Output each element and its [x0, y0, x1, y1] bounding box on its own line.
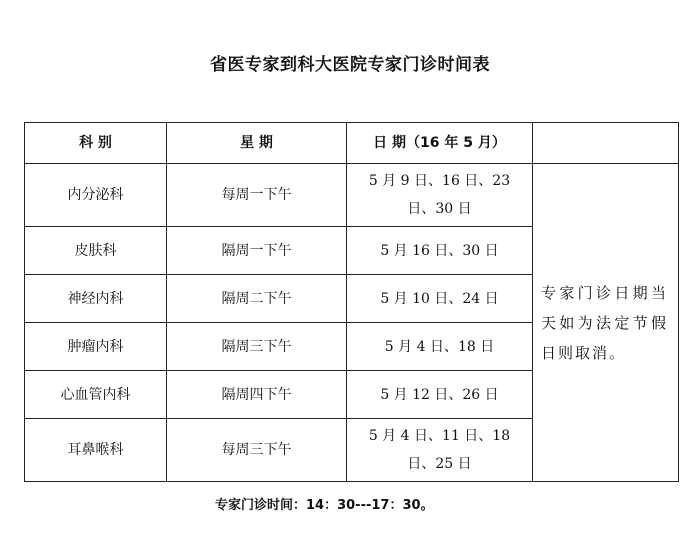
page-title: 省医专家到科大医院专家门诊时间表 [210, 55, 490, 75]
cell-date: 5 月 9 日、16 日、23 日、30 日 [347, 164, 533, 227]
cell-department: 肿瘤内科 [25, 323, 167, 371]
header-weekday: 星 期 [167, 123, 347, 164]
cell-date: 5 月 10 日、24 日 [347, 275, 533, 323]
cell-weekday: 隔周二下午 [167, 275, 347, 323]
header-note [533, 123, 679, 164]
cell-date: 5 月 4 日、18 日 [347, 323, 533, 371]
cell-date: 5 月 12 日、26 日 [347, 371, 533, 419]
table-header-row [25, 123, 679, 164]
cell-department: 神经内科 [25, 275, 167, 323]
cell-weekday: 隔周四下午 [167, 371, 347, 419]
cell-department: 耳鼻喉科 [25, 419, 167, 482]
cell-date: 5 月 4 日、11 日、18 日、25 日 [347, 419, 533, 482]
table-row [25, 164, 679, 227]
note-cell: 专家门诊日期当天如为法定节假日则取消。 [533, 164, 679, 482]
cell-department: 心血管内科 [25, 371, 167, 419]
cell-weekday: 每周三下午 [167, 419, 347, 482]
cell-date: 5 月 16 日、30 日 [347, 227, 533, 275]
cell-weekday: 每周一下午 [167, 164, 347, 227]
cell-department: 皮肤科 [25, 227, 167, 275]
clinic-schedule-table [24, 122, 679, 482]
cell-weekday: 隔周三下午 [167, 323, 347, 371]
cell-weekday: 隔周一下午 [167, 227, 347, 275]
header-date: 日 期（16 年 5 月） [347, 123, 533, 164]
header-department: 科 别 [25, 123, 167, 164]
cell-department: 内分泌科 [25, 164, 167, 227]
clinic-hours-note: 专家门诊时间：14：30---17：30。 [215, 498, 434, 513]
